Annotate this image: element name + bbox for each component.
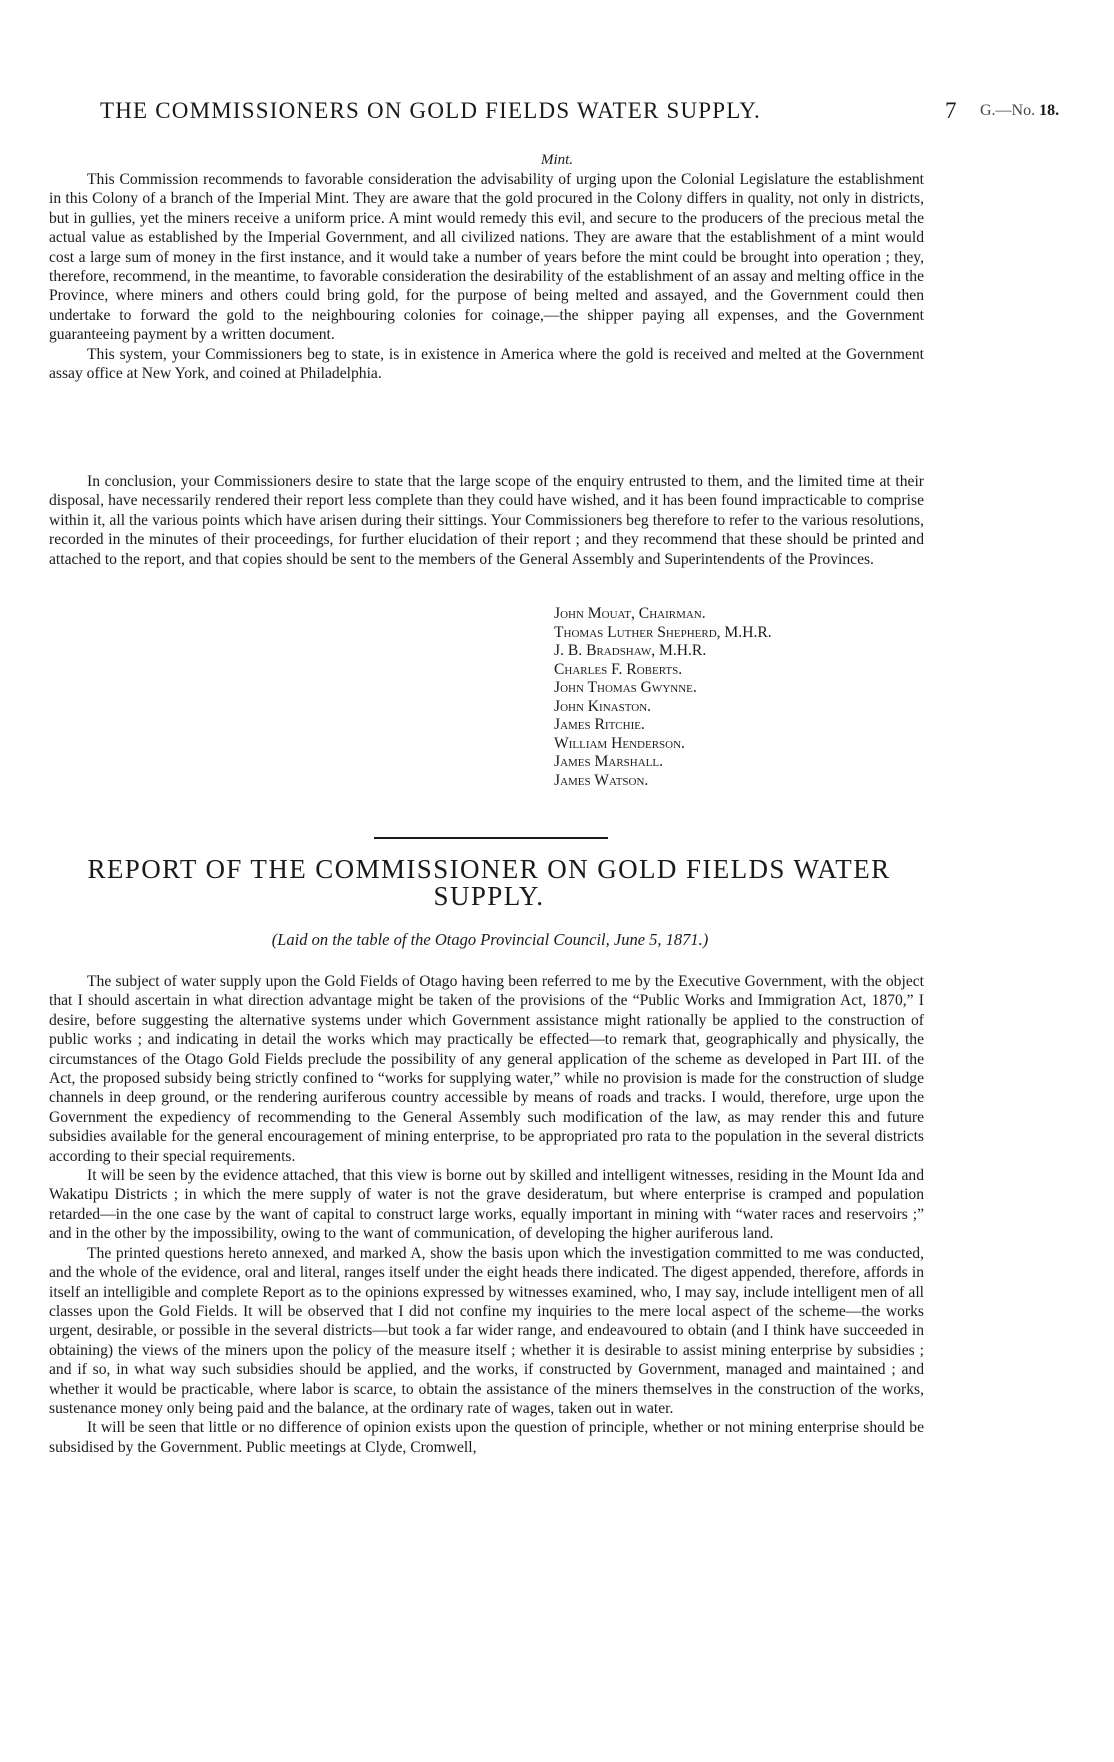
signatory: James Ritchie. — [554, 716, 645, 733]
mint-paragraph: This system, your Commissioners beg to state, is in existence in America where the gold is received and melted at the Government assay office at New York, and coined at Philadelphia. — [49, 345, 924, 383]
document-reference-number: 18. — [1039, 102, 1060, 119]
conclusion-paragraph: In conclusion, your Commissioners desire to state that the large scope of the enquiry entrusted to them, and the limited time at their disposal, have necessarily rendered their report less complete than they could have wished, and it has been found impracticable to comprise within it, all the various points which have arisen during their sittings. Your Commissioners beg therefore to refer to the various resolutions, recorded in the minutes of their proceedings, for further elucidation of their report ; and they recommend that these should be printed and attached to the report, and that copies should be sent to the members of the General Assembly and Superintendents of the Provinces. — [49, 473, 924, 568]
report-paragraph: The printed questions hereto annexed, and marked A, show the basis upon which the investigation committed to me was conducted, and the whole of the evidence, oral and literal, ranges itself under the eight heads there indicated. The digest appended, therefore, affords in itself an intelligible and complete Report as to the opinions expressed by witnesses examined, who, I may say, include intelligent men of all classes upon the Gold Fields. It will be observed that I did not confine my inquiries to the mere local aspect of the scheme—the works urgent, desirable, or possible in the several districts—but took a far wider range, and endeavoured to obtain (and I think have succeeded in obtaining) the views of the miners upon the policy of the measure itself ; whether it is desirable to assist mining enterprise by subsidies ; and if so, in what way such subsidies should be applied, and the works, if constructed by Government, managed and maintained ; and whether it would be practicable, where labor is scarce, to obtain the assistance of the miners themselves in the construction of the works, sustenance money only being paid and the balance, at the ordinary rate of wages, taken out in water. — [49, 1244, 924, 1417]
signatory: James Marshall. — [554, 753, 664, 770]
signatory: Thomas Luther Shepherd, M.H.R. — [554, 623, 772, 641]
signatory: J. B. Bradshaw, M.H.R. — [554, 642, 707, 659]
report-body — [49, 972, 924, 1457]
document-reference-prefix: G.—No. — [980, 102, 1036, 119]
signatures-block — [554, 605, 772, 790]
signatory: John Mouat, Chairman. — [554, 605, 706, 622]
report-title: REPORT OF THE COMMISSIONER ON GOLD FIELDS WATER SUPPLY. — [87, 854, 891, 911]
page-number: 7 — [945, 98, 957, 123]
mint-heading: Mint. — [540, 152, 574, 168]
signatory: James Watson. — [554, 771, 649, 789]
mint-section — [49, 170, 924, 383]
laid-on-table-text: (Laid on the table of the Otago Provincial Council, June 5, 1871.) — [271, 930, 709, 949]
signatory: John Thomas Gwynne. — [554, 679, 697, 696]
signatory: John Kinaston. — [554, 697, 652, 715]
report-paragraph: It will be seen that little or no difference of opinion exists upon the question of principle, whether or not mining enterprise should be subsidised by the Government. Public meetings at Clyde, Cromwell, — [49, 1419, 924, 1456]
signatory: William Henderson. — [554, 734, 685, 752]
page-header — [100, 98, 1060, 130]
conclusion-section — [49, 472, 924, 569]
document-reference — [980, 102, 1059, 120]
mint-paragraph: This Commission recommends to favorable consideration the advisability of urging upon the Colonial Legislature the establishment in this Colony of a branch of the Imperial Mint. They are aware that the gold procured in the Colony differs in quality, not only in districts, but in gullies, yet the miners receive a uniform price. A mint would remedy this evil, and secure to the producers of the precious metal the actual value as established by the Imperial Government, and all civilized nations. They are aware that the establishment of a mint would cost a large sum of money in the first instance, and it would take a number of years before the mint could be brought into operation ; they, therefore, recommend, in the meantime, to favorable consideration the desirability of the establishment of an assay and melting office in the Province, where miners and others could bring gold, for the purpose of being melted and assayed, and the Government could then undertake to forward the gold to the neighbouring colonies for coinage,—the shipper paying all expenses, and the Government guaranteeing payment by a written document. — [49, 171, 924, 344]
signatory: Charles F. Roberts. — [554, 660, 683, 678]
section-divider — [374, 837, 608, 839]
running-title: THE COMMISSIONERS ON GOLD FIELDS WATER SUPPLY. — [100, 98, 761, 123]
report-paragraph: The subject of water supply upon the Gold Fields of Otago having been referred to me by the Executive Government, with the object that I should ascertain in what direction advantage might be taken of the provisions of the “Public Works and Immigration Act, 1870,” I desire, before suggesting the alternative systems under which Government assistance might rationally be applied to the construction of public works ; and indicating in detail the works which may practically be effected—to remark that, geographically and physically, the circumstances of the Otago Gold Fields preclude the possibility of any general application of the scheme as developed in Part III. of the Act, the proposed subsidy being strictly confined to “works for supplying water,” while no provision is made for the construction of sludge channels in deep ground, or the rendering auriferous country accessible by means of roads and tracks. I would, therefore, urge upon the Government the expediency of recommending to the General Assembly such modification of the law, as may render this and future subsidies available for the general encouragement of mining enterprise, to be appropriated pro rata to the population in the several districts according to their special requirements. — [49, 973, 924, 1165]
report-paragraph: It will be seen by the evidence attached, that this view is borne out by skilled and intelligent witnesses, residing in the Mount Ida and Wakatipu Districts ; in which the mere supply of water is not the grave desideratum, but where enterprise is cramped and population retarded—in the one case by the want of capital to construct large works, equally important in mining with “water races and reservoirs ;” and in the other by the impossibility, owing to the want of communication, of developing the higher auriferous land. — [49, 1167, 924, 1243]
laid-on-table-note — [0, 930, 980, 950]
